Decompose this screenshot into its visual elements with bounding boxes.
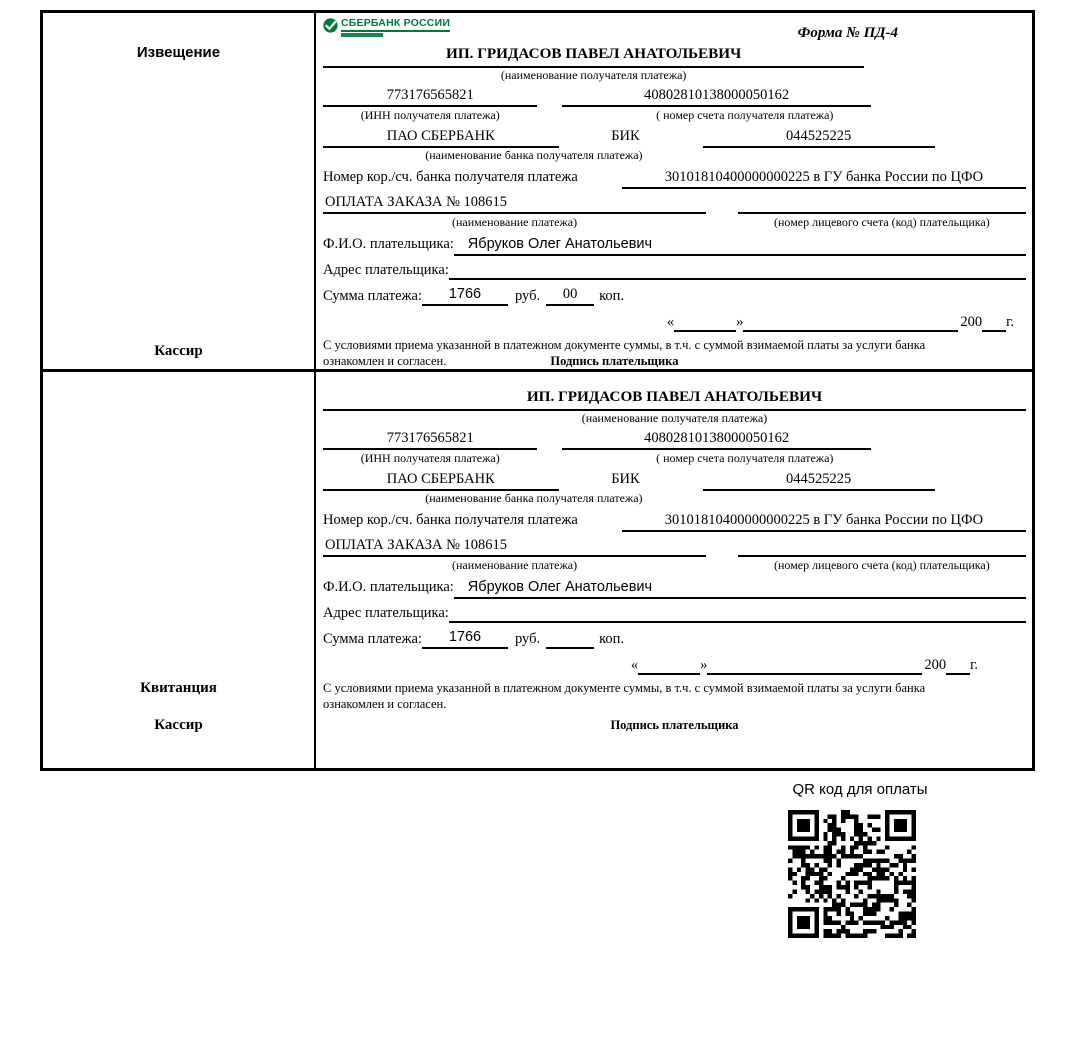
bik-value: 044525225 [703, 126, 935, 148]
section-label-izveshchenie: Извещение [136, 44, 221, 61]
payer-name-value: Ябруков Олег Анатольевич [454, 577, 1026, 599]
date-row [323, 312, 1026, 332]
payment-name-row [323, 535, 1026, 557]
inn-account-row [323, 86, 1026, 107]
form-number-label: Форма № ПД-4 [797, 25, 898, 41]
date-day-blank [674, 314, 736, 332]
bik-value: 044525225 [703, 469, 935, 491]
qr-caption: QR код для оплаты [792, 781, 928, 798]
sum-rub-value: 1766 [422, 284, 508, 306]
sum-row [323, 627, 1026, 649]
date-year-blank [946, 657, 970, 675]
payment-table [40, 10, 1035, 771]
date-month-blank [743, 314, 958, 332]
payer-address-value [449, 260, 1026, 280]
main-column-1 [316, 13, 1032, 369]
account-value: 40802810138000050162 [562, 86, 871, 107]
sberbank-emblem-icon [323, 18, 338, 33]
qr-code [788, 810, 916, 938]
payment-name-value: ОПЛАТА ЗАКАЗА № 108615 [323, 192, 706, 214]
corr-account-row [323, 510, 1026, 532]
account-caption: ( номер счета получателя платежа) [656, 451, 834, 465]
bik-label: БИК [611, 128, 640, 144]
payment-name-value: ОПЛАТА ЗАКАЗА № 108615 [323, 535, 706, 557]
sum-row [323, 284, 1026, 306]
section-label-kvitanciya: Квитанция [140, 680, 217, 696]
date-row [323, 655, 1026, 675]
cashier-label-1: Кассир [154, 343, 203, 359]
sum-kop-value [546, 647, 594, 649]
cashier-label-2: Кассир [154, 717, 203, 733]
section-kvitanciya [43, 372, 1032, 768]
payee-name: ИП. ГРИДАСОВ ПАВЕЛ АНАТОЛЬЕВИЧ [323, 388, 1026, 411]
sum-label: Сумма платежа: [323, 631, 422, 647]
bank-name-value: ПАО СБЕРБАНК [323, 469, 559, 491]
agreement-line2: ознакомлен и согласен. [323, 353, 447, 368]
bik-label: БИК [611, 471, 640, 487]
signature-label: Подпись плательщика [550, 353, 679, 368]
section-izveshchenie [43, 13, 1032, 372]
bank-brand-name: СБЕРБАНК РОССИИ [341, 17, 450, 32]
payer-address-label: Адрес плательщика: [323, 262, 449, 278]
payment-name-caption: (наименование платежа) [452, 215, 578, 229]
rub-label: руб. [515, 631, 541, 647]
quote-open: « [666, 314, 675, 330]
payer-code-blank [738, 192, 1026, 214]
agreement-line1: С условиями приема указанной в платежном документе суммы, в т.ч. с суммой взимаемой платы за услуги банка [323, 338, 926, 352]
bank-name-caption: (наименование банка получателя платежа) [425, 148, 643, 162]
side-column-1 [43, 13, 316, 369]
quote-open: « [630, 657, 639, 673]
bank-row [323, 469, 1026, 491]
payer-code-caption: (номер лицевого счета (код) плательщика) [774, 215, 990, 229]
inn-account-row [323, 429, 1026, 450]
bank-row [323, 126, 1026, 148]
payer-address-value [449, 603, 1026, 623]
main-column-2 [316, 372, 1032, 768]
payee-name-caption: (наименование получателя платежа) [500, 68, 687, 82]
date-year-blank [982, 314, 1006, 332]
side-column-2 [43, 372, 316, 768]
account-value: 40802810138000050162 [562, 429, 871, 450]
signature-label: Подпись плательщика [610, 718, 739, 732]
date-day-blank [638, 657, 700, 675]
inn-caption: (ИНН получателя платежа) [360, 451, 500, 465]
payer-address-label: Адрес плательщика: [323, 605, 449, 621]
payer-address-row [323, 603, 1026, 623]
bank-name-value: ПАО СБЕРБАНК [323, 126, 559, 148]
sum-label: Сумма платежа: [323, 288, 422, 304]
year-suffix: г. [970, 657, 978, 673]
payer-name-label: Ф.И.О. плательщика: [323, 236, 454, 252]
payer-code-caption: (номер лицевого счета (код) плательщика) [774, 558, 990, 572]
kop-label: коп. [599, 631, 625, 647]
year-suffix: г. [1006, 314, 1014, 330]
payer-name-value: Ябруков Олег Анатольевич [454, 234, 1026, 256]
bank-name-caption: (наименование банка получателя платежа) [425, 491, 643, 505]
corr-account-label: Номер кор./сч. банка получателя платежа [323, 169, 578, 185]
corr-account-value: 30101810400000000225 в ГУ банка России по ЦФО [622, 167, 1026, 189]
sum-rub-value: 1766 [422, 627, 508, 649]
payment-name-row [323, 192, 1026, 214]
payer-name-row [323, 577, 1026, 599]
header-row [323, 17, 1026, 45]
corr-account-label: Номер кор./сч. банка получателя платежа [323, 512, 578, 528]
date-month-blank [707, 657, 922, 675]
kop-label: коп. [599, 288, 625, 304]
payee-name: ИП. ГРИДАСОВ ПАВЕЛ АНАТОЛЬЕВИЧ [323, 45, 864, 68]
rub-label: руб. [515, 288, 541, 304]
sum-kop-value: 00 [546, 284, 594, 306]
payment-name-caption: (наименование платежа) [452, 558, 578, 572]
payer-name-label: Ф.И.О. плательщика: [323, 579, 454, 595]
agreement-line2: ознакомлен и согласен. [323, 696, 447, 711]
sberbank-logo [323, 17, 450, 37]
agreement-line1: С условиями приема указанной в платежном документе суммы, в т.ч. с суммой взимаемой платы за услуги банка [323, 681, 926, 695]
payer-address-row [323, 260, 1026, 280]
inn-value: 773176565821 [323, 429, 537, 450]
corr-account-value: 30101810400000000225 в ГУ банка России по ЦФО [622, 510, 1026, 532]
payer-code-blank [738, 535, 1026, 557]
quote-close: » [736, 314, 744, 330]
payee-name-caption: (наименование получателя платежа) [581, 411, 768, 425]
payer-name-row [323, 234, 1026, 256]
year-prefix: 200 [924, 657, 947, 673]
quote-close: » [700, 657, 708, 673]
year-prefix: 200 [960, 314, 983, 330]
inn-value: 773176565821 [323, 86, 537, 107]
inn-caption: (ИНН получателя платежа) [360, 108, 500, 122]
corr-account-row [323, 167, 1026, 189]
account-caption: ( номер счета получателя платежа) [656, 108, 834, 122]
bank-tagline-bar [341, 33, 383, 37]
